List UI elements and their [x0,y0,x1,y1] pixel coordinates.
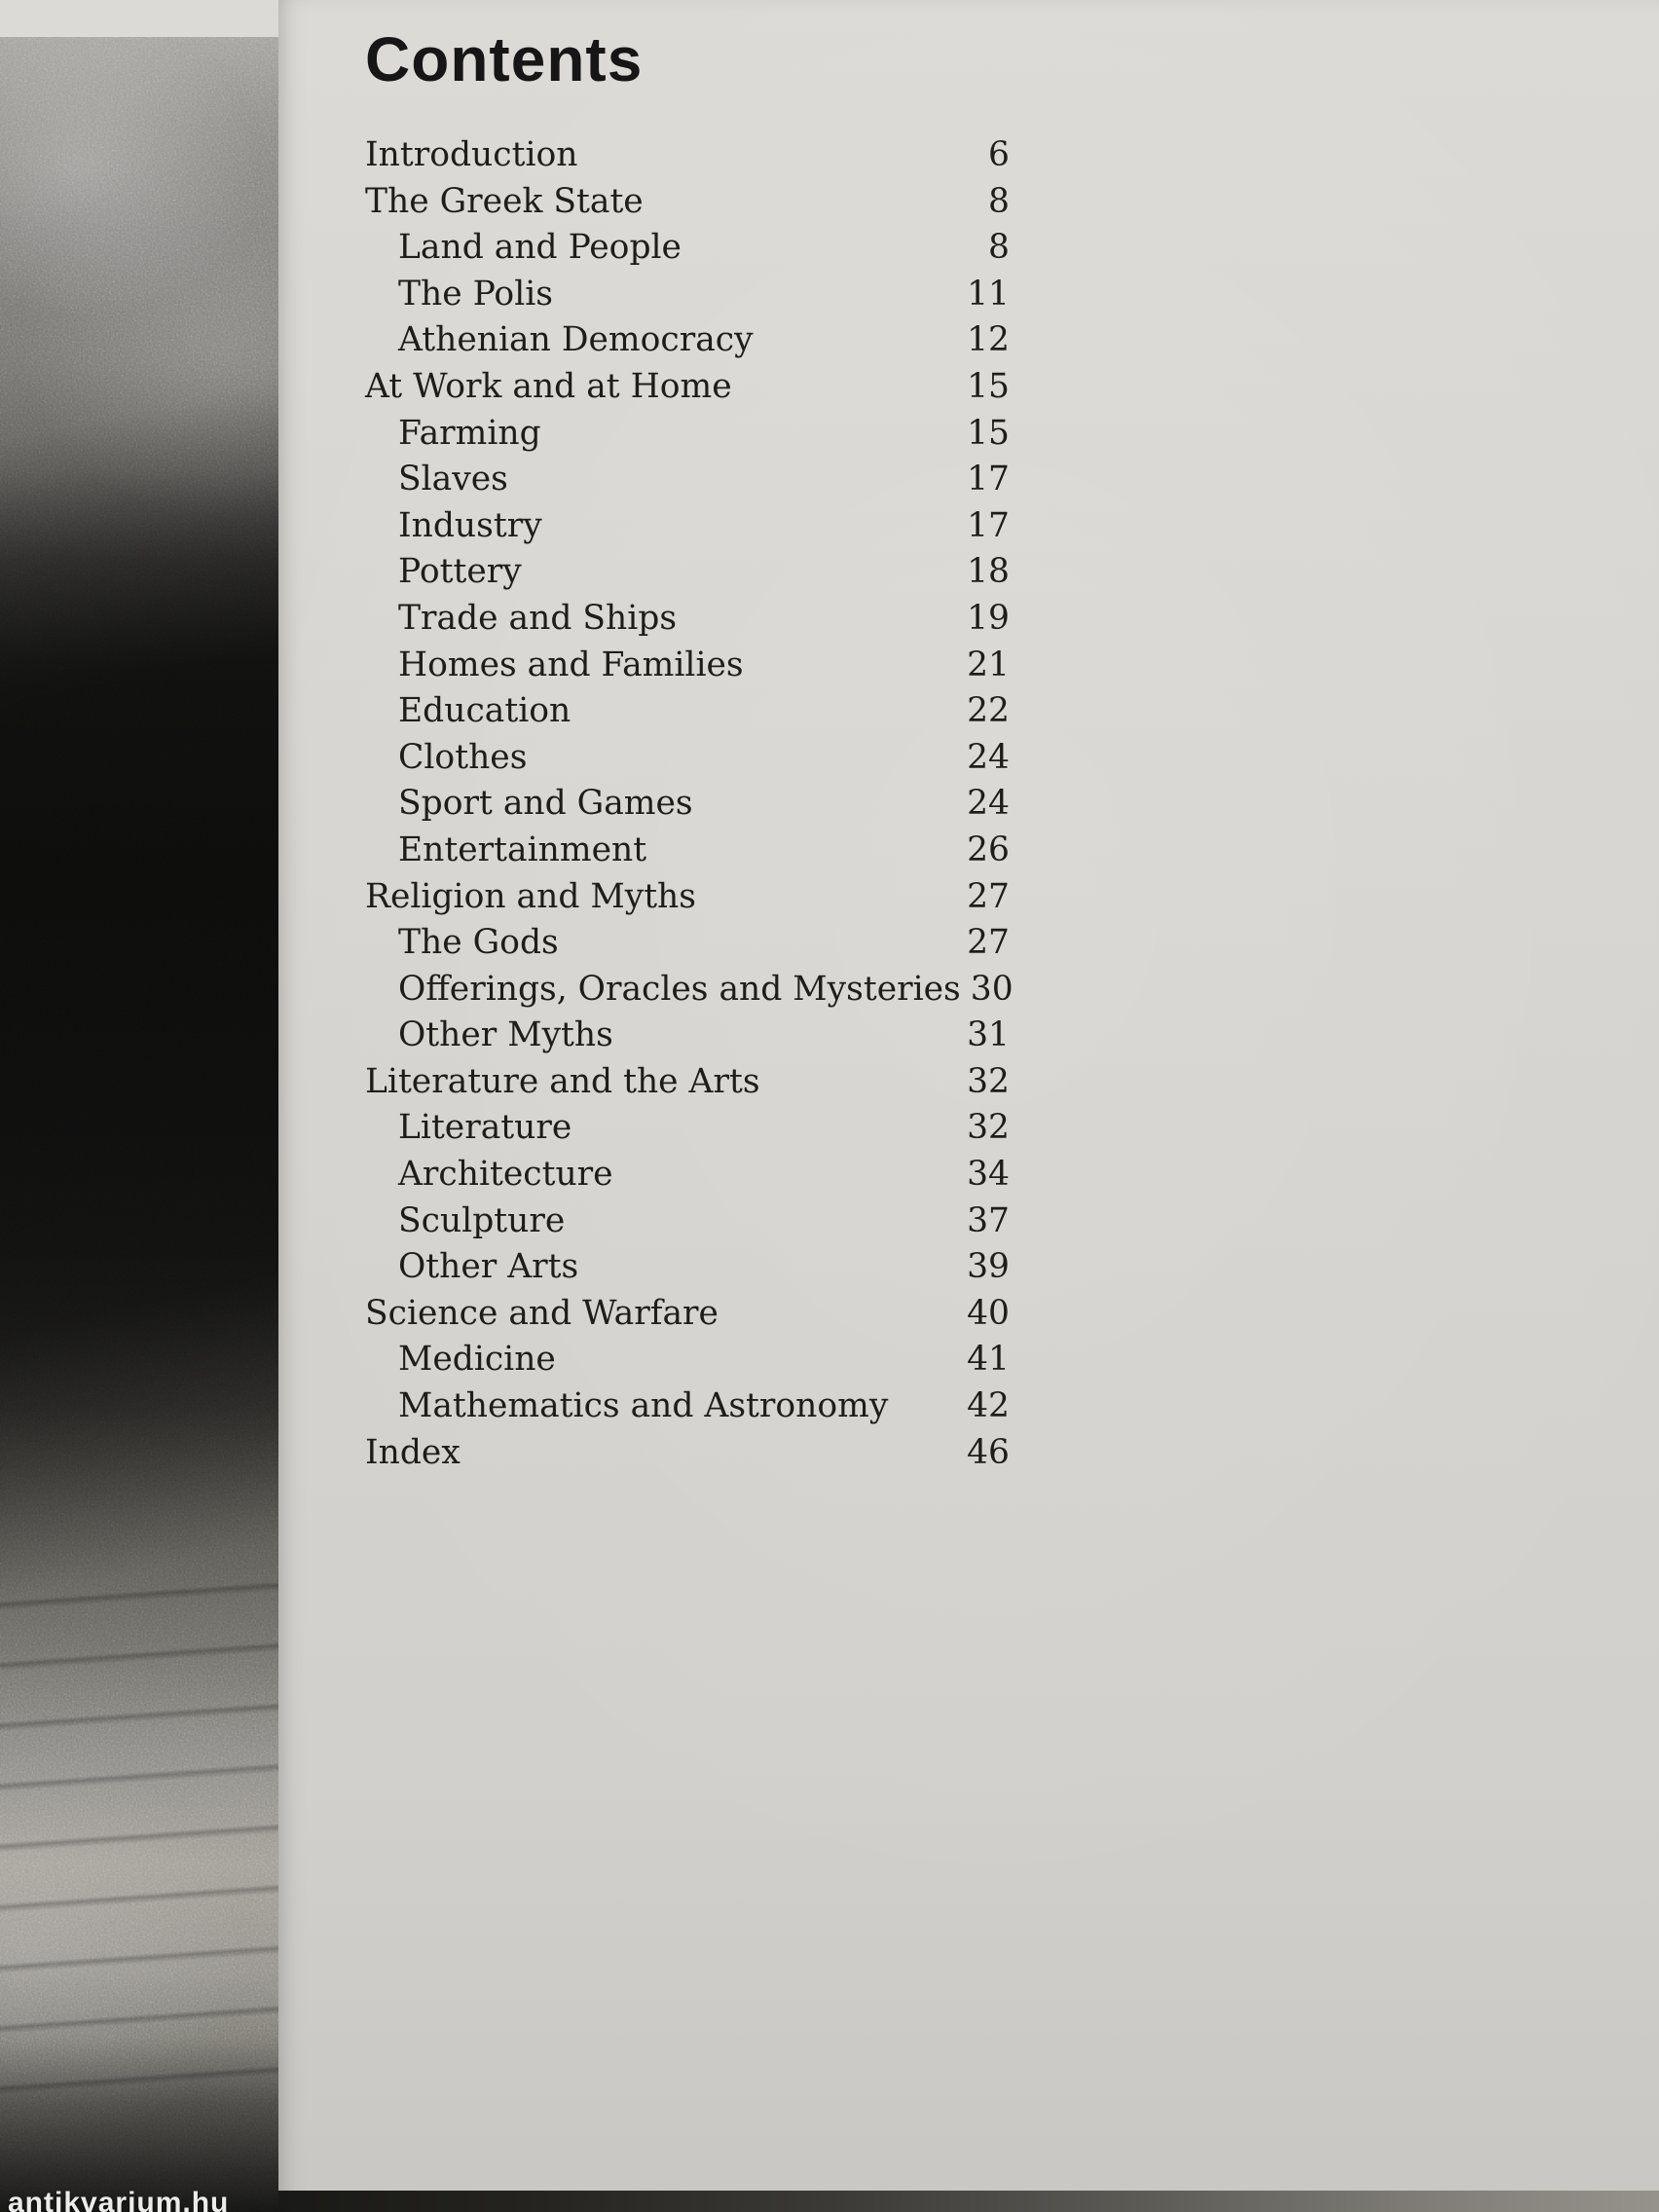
toc-entry-label: Other Myths [398,1015,613,1055]
page-title: Contents [365,24,644,94]
toc-entry [365,1244,1010,1291]
toc-list [365,132,1014,1476]
toc-entry-page: 26 [967,830,1010,869]
toc-entry-page: 15 [967,413,1010,453]
toc-entry-page: 37 [967,1200,1010,1240]
toc-entry-label: Land and People [398,228,682,268]
toc-entry-page: 11 [967,274,1010,313]
toc-entry [365,1152,1010,1198]
toc-entry [365,179,1010,226]
toc-entry [365,549,1010,596]
toc-entry-label: Trade and Ships [398,598,678,638]
watermark-text: antikvarium.hu [8,2187,230,2212]
toc-entry-label: Clothes [398,737,528,777]
stone-steps-texture [0,1550,278,2095]
toc-entry [365,272,1010,318]
toc-entry [365,874,1010,921]
toc-entry-label: Athenian Democracy [398,320,754,360]
toc-entry-label: Entertainment [398,830,647,869]
toc-entry [365,225,1010,272]
toc-entry-page: 12 [967,320,1010,360]
toc-entry-label: Science and Warfare [365,1293,719,1333]
toc-entry-page: 39 [967,1247,1010,1287]
toc-entry-page: 34 [967,1155,1010,1195]
toc-entry [365,364,1010,411]
toc-entry [365,503,1010,550]
toc-entry [365,781,1010,828]
toc-entry [365,1291,1010,1338]
toc-entry-page: 32 [967,1061,1010,1101]
toc-entry-label: Education [398,691,571,731]
toc-entry-label: Religion and Myths [365,876,696,916]
toc-entry [365,643,1010,689]
scan-edge [278,2191,1659,2212]
toc-entry [365,828,1010,874]
toc-entry [365,1383,1010,1430]
toc-entry-label: Medicine [398,1340,556,1380]
toc-entry-label: At Work and at Home [365,366,732,406]
toc-entry-label: The Greek State [365,181,644,221]
toc-entry [365,688,1010,735]
toc-entry [365,920,1010,967]
toc-entry-label: Industry [398,505,542,545]
toc-entry-label: Sculpture [398,1200,566,1240]
toc-entry-page: 22 [967,691,1010,731]
toc-entry-label: Introduction [365,135,578,174]
toc-entry-page: 24 [967,737,1010,777]
toc-entry-page: 18 [967,552,1010,592]
toc-entry-page: 31 [967,1015,1010,1055]
toc-entry [365,317,1010,364]
toc-entry-page: 41 [967,1340,1010,1380]
toc-entry-label: The Polis [398,274,553,313]
toc-entry-page: 24 [967,784,1010,824]
toc-entry-label: Architecture [398,1155,613,1195]
toc-entry [365,1198,1010,1245]
toc-entry [365,457,1010,503]
toc-entry-label: Offerings, Oracles and Mysteries [398,969,961,1009]
toc-entry [365,735,1010,782]
toc-entry-label: Slaves [398,460,508,499]
toc-entry-label: Farming [398,413,541,453]
toc-entry [365,132,1010,179]
cover-photo [0,37,278,2212]
toc-entry [365,1337,1010,1383]
toc-entry-page: 46 [967,1432,1010,1472]
toc-entry-label: Other Arts [398,1247,579,1287]
toc-entry-page: 40 [967,1293,1010,1333]
toc-entry-label: The Gods [398,923,559,963]
toc-entry-label: Pottery [398,552,522,592]
toc-entry [365,411,1010,458]
contents-page [278,0,1659,2212]
toc-entry-page: 8 [988,228,1010,268]
toc-entry-page: 27 [967,923,1010,963]
toc-entry [365,967,1014,1014]
toc-entry-label: Sport and Games [398,784,693,824]
toc-entry-label: Mathematics and Astronomy [398,1386,889,1426]
toc-entry-page: 27 [967,876,1010,916]
toc-entry-label: Literature and the Arts [365,1061,760,1101]
toc-entry-page: 32 [967,1108,1010,1148]
toc-entry-page: 15 [967,366,1010,406]
toc-entry-page: 42 [967,1386,1010,1426]
toc-entry-page: 6 [988,135,1010,174]
toc-entry-label: Literature [398,1108,572,1148]
toc-entry-page: 30 [970,969,1014,1009]
toc-entry-label: Index [365,1432,461,1472]
toc-entry-page: 17 [967,505,1010,545]
toc-entry-label: Homes and Families [398,645,744,684]
toc-entry [365,1059,1010,1106]
toc-entry [365,1013,1010,1059]
toc-entry-page: 17 [967,460,1010,499]
toc-entry-page: 19 [967,598,1010,638]
toc-entry-page: 8 [988,181,1010,221]
toc-entry-page: 21 [967,645,1010,684]
toc-entry [365,596,1010,643]
toc-entry [365,1105,1010,1152]
toc-entry [365,1430,1010,1477]
